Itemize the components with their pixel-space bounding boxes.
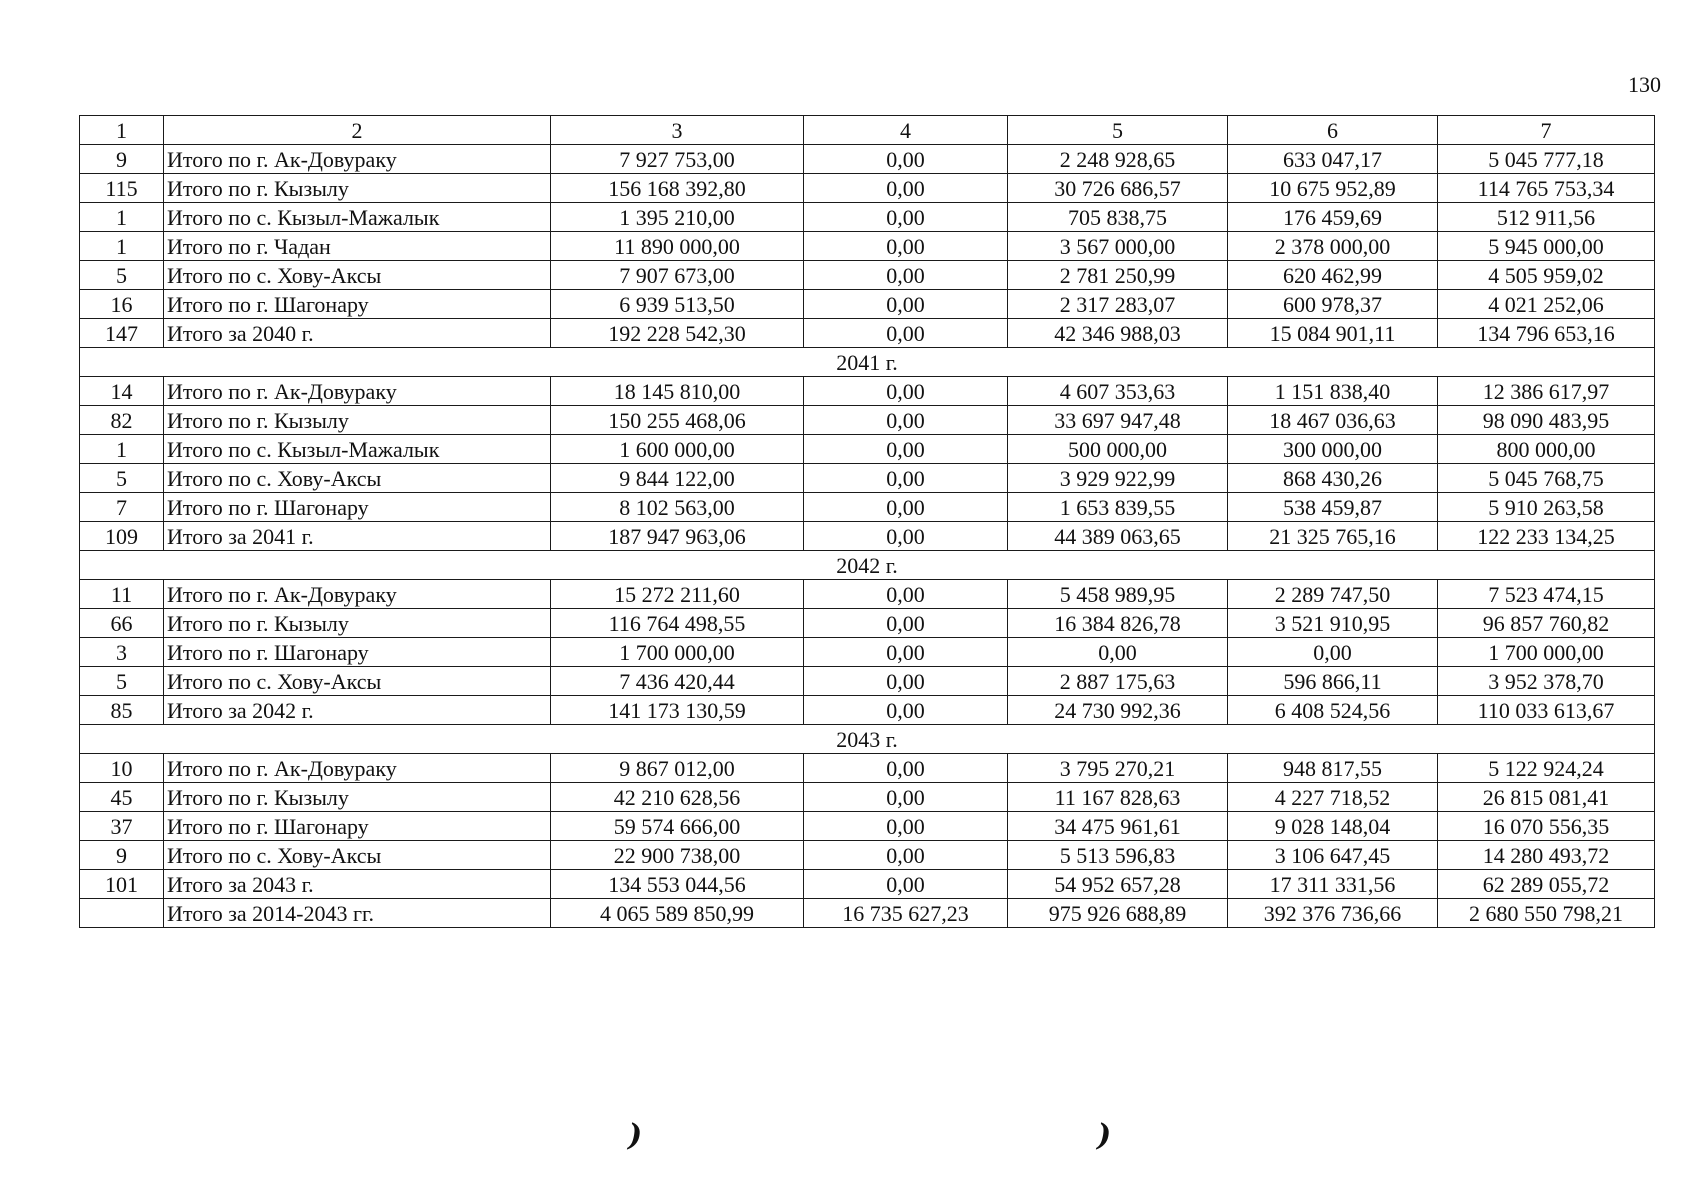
table-row (80, 522, 1655, 551)
amount-cell: 3 795 270,21 (1008, 754, 1228, 783)
amount-cell: 156 168 392,80 (551, 174, 804, 203)
amount-cell: 620 462,99 (1228, 261, 1438, 290)
year-section-row (80, 725, 1655, 754)
handwritten-mark: ) (1097, 1118, 1112, 1153)
amount-cell: 4 607 353,63 (1008, 377, 1228, 406)
amount-cell: 800 000,00 (1438, 435, 1655, 464)
column-number-cell: 3 (551, 116, 804, 145)
amount-cell: 42 210 628,56 (551, 783, 804, 812)
name-cell: Итого за 2043 г. (164, 870, 551, 899)
amount-cell: 0,00 (1228, 638, 1438, 667)
amount-cell: 0,00 (804, 841, 1008, 870)
count-cell: 147 (80, 319, 164, 348)
table-row (80, 406, 1655, 435)
amount-cell: 134 796 653,16 (1438, 319, 1655, 348)
count-cell: 5 (80, 464, 164, 493)
name-cell: Итого по с. Хову-Аксы (164, 667, 551, 696)
amount-cell: 8 102 563,00 (551, 493, 804, 522)
amount-cell: 3 929 922,99 (1008, 464, 1228, 493)
table-row (80, 754, 1655, 783)
name-cell: Итого по с. Хову-Аксы (164, 841, 551, 870)
name-cell: Итого по г. Чадан (164, 232, 551, 261)
amount-cell: 4 065 589 850,99 (551, 899, 804, 928)
amount-cell: 2 317 283,07 (1008, 290, 1228, 319)
amount-cell: 11 890 000,00 (551, 232, 804, 261)
count-cell: 9 (80, 145, 164, 174)
count-cell: 1 (80, 203, 164, 232)
table-row (80, 319, 1655, 348)
amount-cell: 0,00 (804, 406, 1008, 435)
amount-cell: 0,00 (804, 783, 1008, 812)
amount-cell: 5 122 924,24 (1438, 754, 1655, 783)
amount-cell: 5 045 768,75 (1438, 464, 1655, 493)
table-row (80, 812, 1655, 841)
amount-cell: 538 459,87 (1228, 493, 1438, 522)
amount-cell: 2 289 747,50 (1228, 580, 1438, 609)
amount-cell: 4 021 252,06 (1438, 290, 1655, 319)
count-cell: 85 (80, 696, 164, 725)
amount-cell: 3 952 378,70 (1438, 667, 1655, 696)
amount-cell: 2 378 000,00 (1228, 232, 1438, 261)
amount-cell: 17 311 331,56 (1228, 870, 1438, 899)
count-cell: 5 (80, 667, 164, 696)
name-cell: Итого за 2041 г. (164, 522, 551, 551)
amount-cell: 7 523 474,15 (1438, 580, 1655, 609)
amount-cell: 633 047,17 (1228, 145, 1438, 174)
amount-cell: 59 574 666,00 (551, 812, 804, 841)
amount-cell: 0,00 (804, 667, 1008, 696)
count-cell: 37 (80, 812, 164, 841)
amount-cell: 9 867 012,00 (551, 754, 804, 783)
count-cell: 3 (80, 638, 164, 667)
count-cell (80, 899, 164, 928)
amount-cell: 10 675 952,89 (1228, 174, 1438, 203)
name-cell: Итого по г. Кызылу (164, 783, 551, 812)
page-number: 130 (1628, 72, 1661, 97)
amount-cell: 2 887 175,63 (1008, 667, 1228, 696)
summary-table (79, 115, 1655, 928)
table-row (80, 174, 1655, 203)
amount-cell: 5 513 596,83 (1008, 841, 1228, 870)
count-cell: 10 (80, 754, 164, 783)
amount-cell: 12 386 617,97 (1438, 377, 1655, 406)
amount-cell: 300 000,00 (1228, 435, 1438, 464)
amount-cell: 0,00 (804, 522, 1008, 551)
amount-cell: 705 838,75 (1008, 203, 1228, 232)
amount-cell: 0,00 (804, 870, 1008, 899)
amount-cell: 0,00 (804, 174, 1008, 203)
name-cell: Итого по г. Кызылу (164, 406, 551, 435)
amount-cell: 868 430,26 (1228, 464, 1438, 493)
amount-cell: 9 844 122,00 (551, 464, 804, 493)
amount-cell: 0,00 (804, 464, 1008, 493)
table-row (80, 783, 1655, 812)
amount-cell: 14 280 493,72 (1438, 841, 1655, 870)
column-number-cell: 1 (80, 116, 164, 145)
count-cell: 11 (80, 580, 164, 609)
amount-cell: 512 911,56 (1438, 203, 1655, 232)
amount-cell: 5 045 777,18 (1438, 145, 1655, 174)
column-number-cell: 6 (1228, 116, 1438, 145)
amount-cell: 0,00 (804, 696, 1008, 725)
amount-cell: 15 272 211,60 (551, 580, 804, 609)
amount-cell: 500 000,00 (1008, 435, 1228, 464)
amount-cell: 16 735 627,23 (804, 899, 1008, 928)
column-number-cell: 4 (804, 116, 1008, 145)
year-section-label: 2041 г. (80, 348, 1655, 377)
amount-cell: 26 815 081,41 (1438, 783, 1655, 812)
amount-cell: 2 781 250,99 (1008, 261, 1228, 290)
amount-cell: 116 764 498,55 (551, 609, 804, 638)
name-cell: Итого по г. Шагонару (164, 638, 551, 667)
count-cell: 9 (80, 841, 164, 870)
amount-cell: 0,00 (804, 319, 1008, 348)
amount-cell: 2 680 550 798,21 (1438, 899, 1655, 928)
amount-cell: 15 084 901,11 (1228, 319, 1438, 348)
count-cell: 7 (80, 493, 164, 522)
amount-cell: 1 653 839,55 (1008, 493, 1228, 522)
name-cell: Итого за 2040 г. (164, 319, 551, 348)
amount-cell: 0,00 (804, 638, 1008, 667)
amount-cell: 134 553 044,56 (551, 870, 804, 899)
amount-cell: 33 697 947,48 (1008, 406, 1228, 435)
table-row (80, 203, 1655, 232)
column-number-cell: 2 (164, 116, 551, 145)
amount-cell: 0,00 (804, 232, 1008, 261)
count-cell: 82 (80, 406, 164, 435)
name-cell: Итого по с. Кызыл-Мажалык (164, 203, 551, 232)
table-body (80, 116, 1655, 928)
table-row (80, 580, 1655, 609)
amount-cell: 7 436 420,44 (551, 667, 804, 696)
amount-cell: 4 505 959,02 (1438, 261, 1655, 290)
amount-cell: 0,00 (1008, 638, 1228, 667)
count-cell: 109 (80, 522, 164, 551)
amount-cell: 176 459,69 (1228, 203, 1438, 232)
amount-cell: 596 866,11 (1228, 667, 1438, 696)
amount-cell: 96 857 760,82 (1438, 609, 1655, 638)
name-cell: Итого по г. Шагонару (164, 493, 551, 522)
amount-cell: 0,00 (804, 754, 1008, 783)
table-row (80, 290, 1655, 319)
amount-cell: 0,00 (804, 145, 1008, 174)
count-cell: 66 (80, 609, 164, 638)
amount-cell: 122 233 134,25 (1438, 522, 1655, 551)
amount-cell: 392 376 736,66 (1228, 899, 1438, 928)
name-cell: Итого по г. Ак-Довураку (164, 145, 551, 174)
amount-cell: 16 070 556,35 (1438, 812, 1655, 841)
amount-cell: 44 389 063,65 (1008, 522, 1228, 551)
amount-cell: 3 567 000,00 (1008, 232, 1228, 261)
amount-cell: 24 730 992,36 (1008, 696, 1228, 725)
name-cell: Итого по г. Шагонару (164, 812, 551, 841)
table-row (80, 232, 1655, 261)
count-cell: 14 (80, 377, 164, 406)
table-row (80, 609, 1655, 638)
amount-cell: 975 926 688,89 (1008, 899, 1228, 928)
amount-cell: 150 255 468,06 (551, 406, 804, 435)
count-cell: 1 (80, 232, 164, 261)
amount-cell: 600 978,37 (1228, 290, 1438, 319)
name-cell: Итого за 2014-2043 гг. (164, 899, 551, 928)
amount-cell: 0,00 (804, 261, 1008, 290)
year-section-row (80, 348, 1655, 377)
name-cell: Итого по г. Шагонару (164, 290, 551, 319)
amount-cell: 11 167 828,63 (1008, 783, 1228, 812)
amount-cell: 5 945 000,00 (1438, 232, 1655, 261)
column-number-row (80, 116, 1655, 145)
name-cell: Итого по с. Кызыл-Мажалык (164, 435, 551, 464)
year-section-row (80, 551, 1655, 580)
amount-cell: 1 700 000,00 (1438, 638, 1655, 667)
table-row (80, 464, 1655, 493)
table-row (80, 377, 1655, 406)
table-row (80, 696, 1655, 725)
count-cell: 5 (80, 261, 164, 290)
amount-cell: 18 145 810,00 (551, 377, 804, 406)
table-row (80, 261, 1655, 290)
year-section-label: 2042 г. (80, 551, 1655, 580)
amount-cell: 0,00 (804, 203, 1008, 232)
amount-cell: 1 395 210,00 (551, 203, 804, 232)
amount-cell: 948 817,55 (1228, 754, 1438, 783)
table-row (80, 899, 1655, 928)
amount-cell: 0,00 (804, 290, 1008, 319)
amount-cell: 6 939 513,50 (551, 290, 804, 319)
amount-cell: 62 289 055,72 (1438, 870, 1655, 899)
amount-cell: 30 726 686,57 (1008, 174, 1228, 203)
amount-cell: 110 033 613,67 (1438, 696, 1655, 725)
amount-cell: 34 475 961,61 (1008, 812, 1228, 841)
amount-cell: 0,00 (804, 377, 1008, 406)
amount-cell: 0,00 (804, 435, 1008, 464)
amount-cell: 5 458 989,95 (1008, 580, 1228, 609)
column-number-cell: 5 (1008, 116, 1228, 145)
amount-cell: 1 700 000,00 (551, 638, 804, 667)
column-number-cell: 7 (1438, 116, 1655, 145)
amount-cell: 9 028 148,04 (1228, 812, 1438, 841)
amount-cell: 141 173 130,59 (551, 696, 804, 725)
amount-cell: 0,00 (804, 493, 1008, 522)
amount-cell: 192 228 542,30 (551, 319, 804, 348)
count-cell: 16 (80, 290, 164, 319)
amount-cell: 42 346 988,03 (1008, 319, 1228, 348)
table-row (80, 870, 1655, 899)
year-section-label: 2043 г. (80, 725, 1655, 754)
amount-cell: 3 106 647,45 (1228, 841, 1438, 870)
count-cell: 115 (80, 174, 164, 203)
amount-cell: 6 408 524,56 (1228, 696, 1438, 725)
table-row (80, 435, 1655, 464)
table-row (80, 493, 1655, 522)
amount-cell: 3 521 910,95 (1228, 609, 1438, 638)
count-cell: 45 (80, 783, 164, 812)
handwritten-mark: ) (628, 1118, 643, 1153)
amount-cell: 0,00 (804, 812, 1008, 841)
name-cell: Итого по г. Ак-Довураку (164, 754, 551, 783)
amount-cell: 187 947 963,06 (551, 522, 804, 551)
amount-cell: 18 467 036,63 (1228, 406, 1438, 435)
amount-cell: 2 248 928,65 (1008, 145, 1228, 174)
amount-cell: 7 907 673,00 (551, 261, 804, 290)
amount-cell: 5 910 263,58 (1438, 493, 1655, 522)
amount-cell: 7 927 753,00 (551, 145, 804, 174)
amount-cell: 1 600 000,00 (551, 435, 804, 464)
amount-cell: 1 151 838,40 (1228, 377, 1438, 406)
name-cell: Итого по г. Ак-Довураку (164, 580, 551, 609)
amount-cell: 0,00 (804, 580, 1008, 609)
name-cell: Итого по с. Хову-Аксы (164, 464, 551, 493)
table-row (80, 638, 1655, 667)
amount-cell: 21 325 765,16 (1228, 522, 1438, 551)
amount-cell: 0,00 (804, 609, 1008, 638)
table-row (80, 841, 1655, 870)
count-cell: 101 (80, 870, 164, 899)
name-cell: Итого за 2042 г. (164, 696, 551, 725)
amount-cell: 54 952 657,28 (1008, 870, 1228, 899)
name-cell: Итого по г. Кызылу (164, 609, 551, 638)
table-row (80, 667, 1655, 696)
count-cell: 1 (80, 435, 164, 464)
amount-cell: 98 090 483,95 (1438, 406, 1655, 435)
name-cell: Итого по с. Хову-Аксы (164, 261, 551, 290)
amount-cell: 114 765 753,34 (1438, 174, 1655, 203)
table-row (80, 145, 1655, 174)
name-cell: Итого по г. Кызылу (164, 174, 551, 203)
name-cell: Итого по г. Ак-Довураку (164, 377, 551, 406)
amount-cell: 4 227 718,52 (1228, 783, 1438, 812)
amount-cell: 16 384 826,78 (1008, 609, 1228, 638)
amount-cell: 22 900 738,00 (551, 841, 804, 870)
